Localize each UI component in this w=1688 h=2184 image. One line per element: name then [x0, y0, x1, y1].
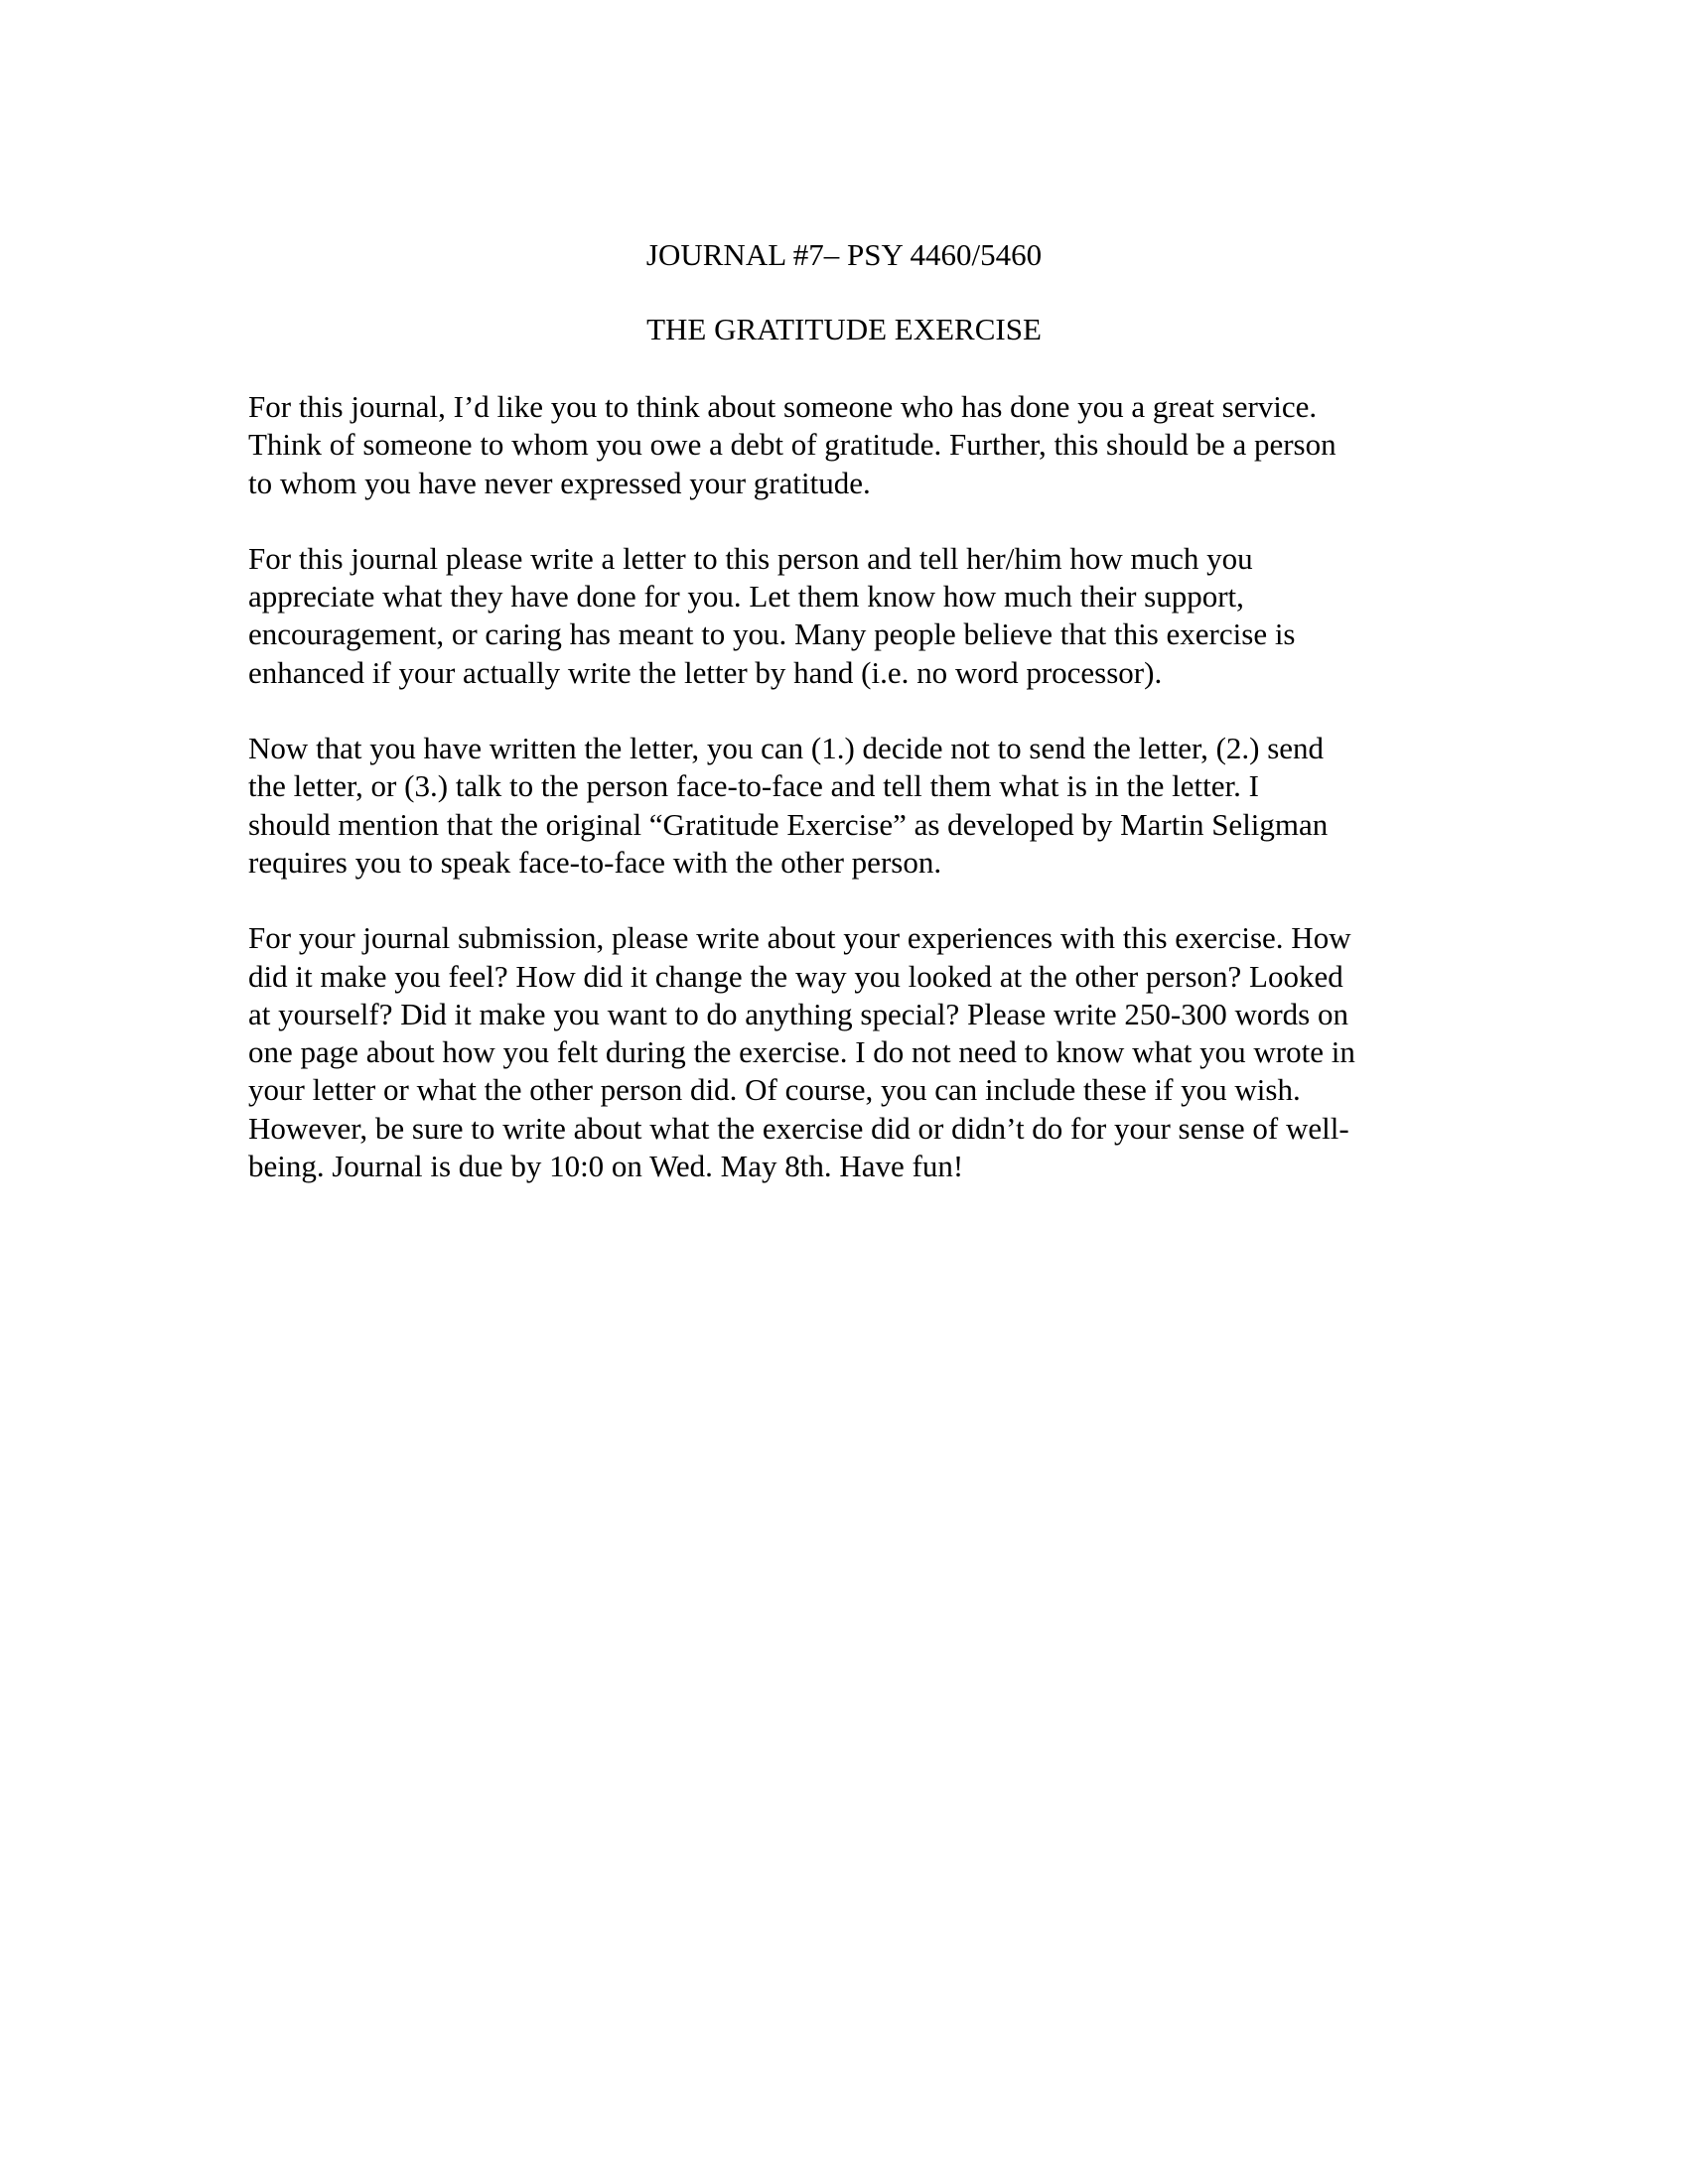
text-line: appreciate what they have done for you. Let them know how much their support, — [248, 579, 1244, 614]
text-line: For this journal, I’d like you to think about someone who has done you a great service. — [248, 389, 1318, 424]
text-line: being. Journal is due by 10:0 on Wed. May 8th. Have fun! — [248, 1149, 964, 1184]
text-line: requires you to speak face-to-face with the other person. — [248, 844, 942, 880]
text-line: For your journal submission, please write about your experiences with this exercise. How — [248, 920, 1351, 956]
document-title: JOURNAL #7– PSY 4460/5460 — [645, 237, 1043, 272]
text-line: did it make you feel? How did it change the way you looked at the other person? Looked — [248, 958, 1343, 994]
text-line: encouragement, or caring has meant to you. Many people believe that this exercise is — [248, 616, 1296, 652]
document-subtitle: THE GRATITUDE EXERCISE — [646, 312, 1042, 346]
text-line: the letter, or (3.) talk to the person face-to-face and tell them what is in the letter. I — [248, 768, 1259, 804]
text-line: to whom you have never expressed your gratitude. — [248, 465, 871, 500]
paragraph-options — [248, 730, 1479, 882]
text-line: should mention that the original “Gratitude Exercise” as developed by Martin Seligman — [248, 806, 1329, 842]
text-line: one page about how you felt during the exercise. I do not need to know what you wrote in — [248, 1034, 1355, 1070]
text-line: For this journal please write a letter to this person and tell her/him how much you — [248, 540, 1253, 576]
document-body — [248, 388, 1479, 1223]
text-line: Think of someone to whom you owe a debt of gratitude. Further, this should be a person — [248, 427, 1336, 463]
text-line: Now that you have written the letter, you can (1.) decide not to send the letter, (2.) send — [248, 731, 1325, 766]
text-line: However, be sure to write about what the exercise did or didn’t do for your sense of well- — [248, 1110, 1349, 1146]
paragraph-write-letter — [248, 540, 1479, 692]
text-line: enhanced if your actually write the letter by hand (i.e. no word processor). — [248, 654, 1163, 690]
paragraph-intro — [248, 388, 1479, 502]
text-line: at yourself? Did it make you want to do anything special? Please write 250-300 words on — [248, 996, 1348, 1031]
text-line: your letter or what the other person did. Of course, you can include these if you wish. — [248, 1072, 1301, 1108]
paragraph-submission — [248, 919, 1479, 1185]
